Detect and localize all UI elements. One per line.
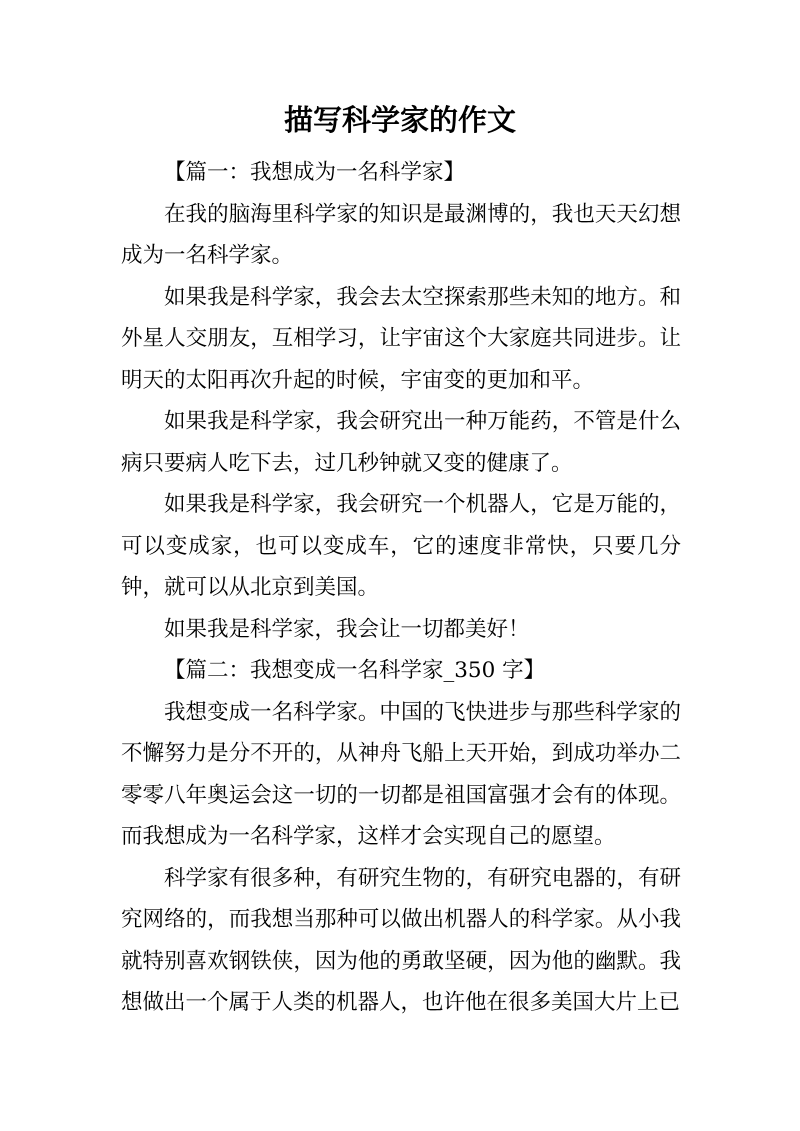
- paragraph: 如果我是科学家，我会让一切都美好！: [164, 616, 530, 642]
- paragraph: 我想变成一名科学家。中国的飞快进步与那些科学家的不懈努力是分不开的，从神舟飞船上天开始，到成功举办二零零八年奥运会这一切的一切都是祖国富强才会有的体现。而我想成为一名科学家，这样才会实现自己的愿望。: [121, 699, 681, 849]
- paragraph: 如果我是科学家，我会去太空探索那些未知的地方。和外星人交朋友，互相学习，让宇宙这个大家庭共同进步。让明天的太阳再次升起的时候，宇宙变的更加和平。: [121, 284, 681, 393]
- paragraph: 如果我是科学家，我会研究一个机器人，它是万能的，可以变成家，也可以变成车，它的速度非常快，只要几分钟，就可以从北京到美国。: [121, 492, 681, 600]
- paragraph: 如果我是科学家，我会研究出一种万能药，不管是什么病只要病人吃下去，过几秒钟就又变的健康了。: [121, 409, 681, 476]
- paragraph: 科学家有很多种，有研究生物的，有研究电器的，有研究网络的，而我想当那种可以做出机器人的科学家。从小我就特别喜欢钢铁侠，因为他的勇敢坚硬，因为他的幽默。我想做出一个属于人类的机器人，也许他在很多美国大片上已: [121, 865, 681, 1015]
- document-title: 描写科学家的作文: [283, 103, 516, 137]
- paragraph: 在我的脑海里科学家的知识是最渊博的，我也天天幻想成为一名科学家。: [121, 201, 681, 268]
- document-body: [121, 152, 681, 1024]
- section-heading-1: 【篇一：我想成为一名科学家】: [164, 160, 466, 185]
- section-heading-2: 【篇二：我想变成一名科学家_350 字】: [164, 658, 546, 683]
